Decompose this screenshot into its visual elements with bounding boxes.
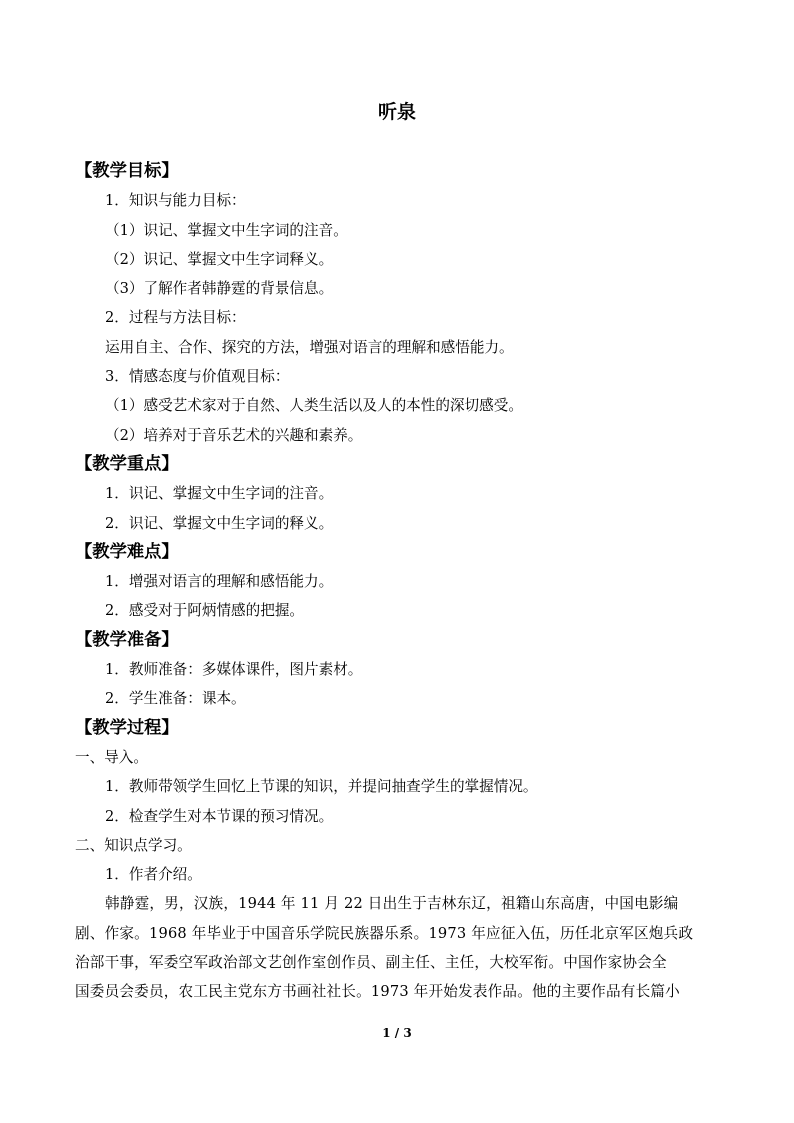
list-item: （2）识记、掌握文中生字词释义。 [105,250,334,268]
subsection-heading: 二、知识点学习。 [75,836,192,854]
section-heading-difficulties: 【教学难点】 [75,541,179,562]
section-heading-preparation: 【教学准备】 [75,629,179,650]
document-body [75,157,720,1007]
paragraph-line: 剧、作家。1968 年毕业于中国音乐学院民族器乐系。1973 年应征入伍，历任北京军区炮兵政 [75,924,694,942]
list-item: 2．学生准备：课本。 [105,690,246,708]
list-item: 1．教师带领学生回忆上节课的知识，并提问抽查学生的掌握情况。 [105,778,538,796]
paragraph-line: 运用自主、合作、探究的方法，增强对语言的理解和感悟能力。 [105,338,514,356]
list-item: 3．情感态度与价值观目标： [105,368,290,386]
paragraph-line: 国委员会委员，农工民主党东方书画社社长。1973 年开始发表作品。他的主要作品有长篇小 [75,983,680,1001]
list-item: 2．感受对于阿炳情感的把握。 [105,602,305,620]
paragraph-line: 韩静霆，男，汉族，1944 年 11 月 22 日出生于吉林东辽，祖籍山东高唐，中国电影编 [105,895,679,913]
list-item: （1）识记、掌握文中生字词的注音。 [105,221,348,239]
list-item: 1．教师准备：多媒体课件，图片素材。 [105,661,363,679]
list-item: （1）感受艺术家对于自然、人类生活以及人的本性的深切感受。 [105,397,523,415]
paragraph-line: 治部干事，军委空军政治部文艺创作室创作员、副主任、主任，大校军衔。中国作家协会全 [75,954,667,972]
document-title: 听泉 [377,101,416,123]
list-item: 1．识记、掌握文中生字词的注音。 [105,485,334,503]
subsection-heading: 一、导入。 [75,748,148,766]
list-item: 1．知识与能力目标： [105,192,246,210]
section-heading-key-points: 【教学重点】 [75,453,179,474]
list-item: 1．增强对语言的理解和感悟能力。 [105,573,334,591]
section-heading-objectives: 【教学目标】 [75,161,179,181]
list-item: 1．作者介绍。 [105,866,202,884]
list-item: （3）了解作者韩静霆的背景信息。 [105,280,334,298]
list-item: （2）培养对于音乐艺术的兴趣和素养。 [105,426,363,444]
list-item: 2．过程与方法目标： [105,309,246,327]
list-item: 2．检查学生对本节课的预习情况。 [105,807,334,825]
page-number: 1 / 3 [382,1026,412,1040]
section-heading-process: 【教学过程】 [75,717,179,738]
list-item: 2．识记、掌握文中生字词的释义。 [105,514,334,532]
